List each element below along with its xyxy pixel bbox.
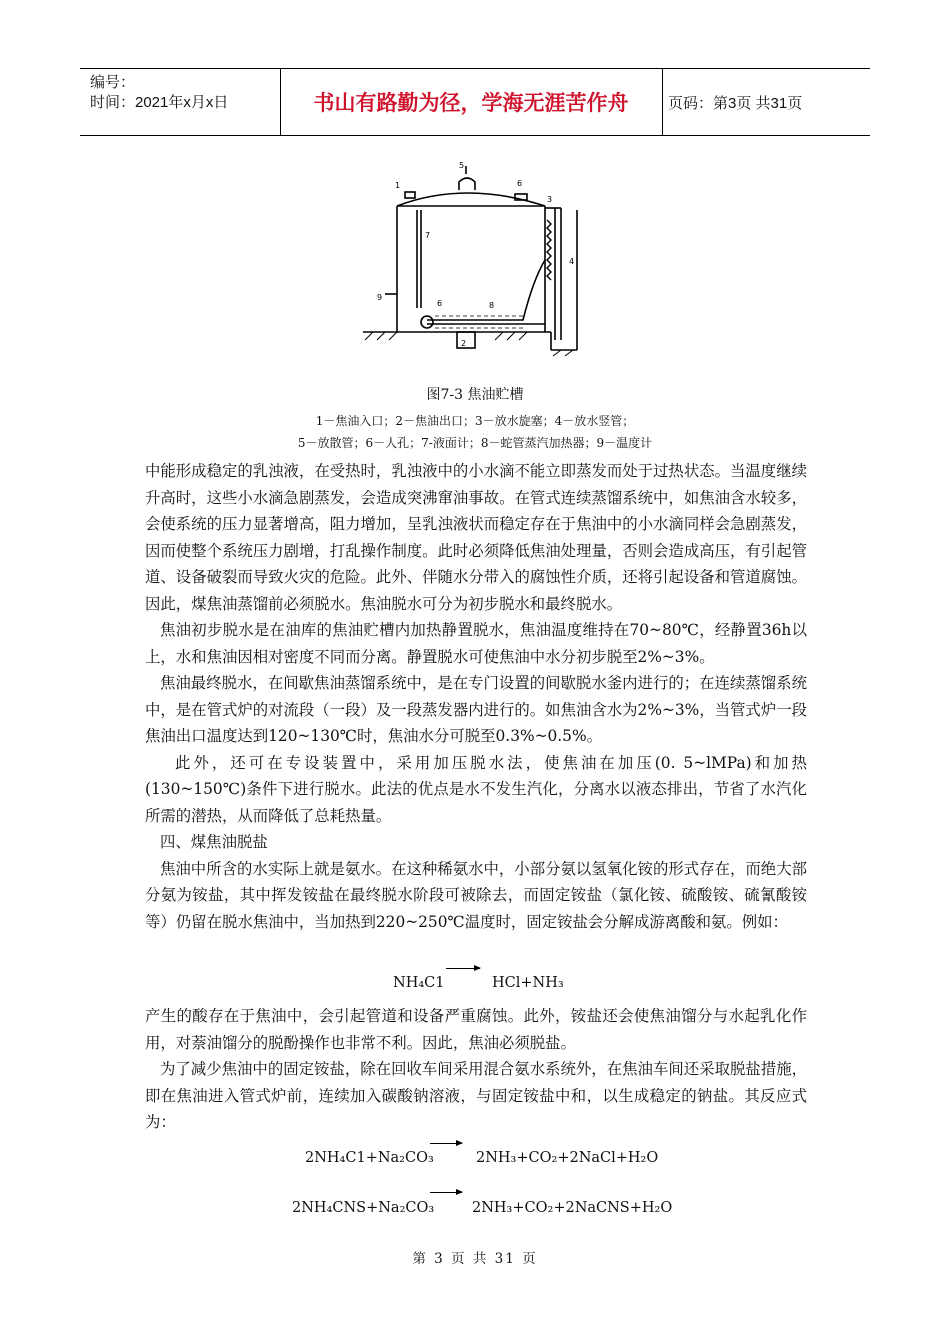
equation-right: 2NH₃+CO₂+2NaCNS+H₂O <box>472 1200 673 1216</box>
reaction-arrow <box>430 1143 462 1144</box>
paragraph: 为了减少焦油中的固定铵盐，除在回收车间采用混合氨水系统外，在焦油车间还采取脱盐措施，即在焦油进入管式炉前，连续加入碳酸钠溶液，与固定铵盐中和，以生成稳定的钠盐。其反应式为： <box>145 1060 807 1131</box>
reaction-arrow <box>446 968 480 969</box>
fig-label: 7 <box>425 231 431 240</box>
fig-label: 6 <box>437 299 443 308</box>
paragraph: 此外，还可在专设装置中，采用加压脱水法，使焦油在加压(0. 5~lMPa)和加热(130~150℃)条件下进行脱水。此法的优点是水不发生汽化，分离水以液态排出，节省了水汽化所需的潜热，从而降低了总耗热量。 <box>145 753 807 825</box>
paragraph: 产生的酸存在于焦油中，会引起管道和设备严重腐蚀。此外，铵盐还会使焦油馏分与水起乳化作用，对萘油馏分的脱酚操作也非常不利。因此，焦油必须脱盐。 <box>145 1007 807 1052</box>
doc-number-label: 编号： <box>90 74 136 91</box>
reaction-arrow <box>430 1192 462 1193</box>
section-heading: 四、煤焦油脱盐 <box>160 833 268 851</box>
paragraph: 中能形成稳定的乳浊液，在受热时，乳浊液中的小水滴不能立即蒸发而处于过热状态。当温度继续升高时，这些小水滴急剧蒸发，会造成突沸窜油事故。在管式连续蒸馏系统中，如焦油含水较多，会使系统的压力显著增高，阻力增加，呈乳浊液状而稳定存在于焦油中的小水滴同样会急剧蒸发，因而使整个系统压力剧增，打乱操作制度。此时必须降低焦油处理量，否则会造成高压，有引起管道、设备破裂而导致火灾的危险。此外、伴随水分带入的腐蚀性介质，还将引起设备和管道腐蚀。因此，煤焦油蒸馏前必须脱水。焦油脱水可分为初步脱水和最终脱水。 <box>145 462 807 613</box>
equation-left: NH₄C1 <box>393 975 445 991</box>
paragraph: 焦油最终脱水，在间歇焦油蒸馏系统中，是在专门设置的间歇脱水釜内进行的；在连续蒸馏系统中，是在管式炉的对流段（一段）及一段蒸发器内进行的。如焦油含水为2%~3%，当管式炉一段焦油出口温度达到120~130℃时，焦油水分可脱至0.3%~0.5%。 <box>145 674 807 745</box>
equation-right: HCl+NH₃ <box>492 975 564 991</box>
figure-legend-line2: 5－放散管；6－人孔；7-液面计；8－蛇管蒸汽加热器；9－温度计 <box>297 436 653 450</box>
fig-label: 8 <box>489 301 495 310</box>
header-page-code: 页码：第3页 共31页 <box>668 94 803 112</box>
figure-title: 图7-3 焦油贮槽 <box>426 387 524 403</box>
fig-label: 4 <box>569 257 575 266</box>
fig-label: 3 <box>547 195 553 204</box>
body-text <box>145 458 807 935</box>
header-divider <box>280 69 281 135</box>
body-text <box>145 1003 807 1136</box>
fig-label: 1 <box>395 181 401 190</box>
equation-left: 2NH₄C1+Na₂CO₃ <box>305 1150 434 1166</box>
figure-legend-line1: 1－焦油入口；2－焦油出口；3－放水旋塞；4－放水竖管； <box>315 414 635 428</box>
page-footer: 第 3 页 共 31 页 <box>412 1251 538 1267</box>
tar-tank-figure <box>355 160 587 360</box>
header-divider <box>662 69 663 135</box>
equation-right: 2NH₃+CO₂+2NaCl+H₂O <box>476 1150 659 1166</box>
header-meta <box>80 69 280 135</box>
header-motto: 书山有路勤为径，学海无涯苦作舟 <box>313 91 629 115</box>
doc-date: 时间：2021年x月x日 <box>90 94 229 111</box>
fig-label: 9 <box>377 293 383 302</box>
equation-left: 2NH₄CNS+Na₂CO₃ <box>292 1200 435 1216</box>
paragraph: 焦油初步脱水是在油库的焦油贮槽内加热静置脱水，焦油温度维持在70~80℃，经静置36h以上，水和焦油因相对密度不同而分离。静置脱水可使焦油中水分初步脱至2%~3%。 <box>145 621 807 666</box>
fig-label: 2 <box>461 339 467 348</box>
fig-label: 5 <box>459 161 465 170</box>
fig-label: 6 <box>517 179 523 188</box>
page-header <box>80 68 870 136</box>
paragraph: 焦油中所含的水实际上就是氨水。在这种稀氨水中，小部分氨以氢氧化铵的形式存在，而绝大部分氨为铵盐，其中挥发铵盐在最终脱水阶段可被除去，而固定铵盐（氯化铵、硫酸铵、硫氰酸铵等）仍留在脱水焦油中，当加热到220~250℃温度时，固定铵盐会分解成游离酸和氨。例如： <box>145 859 807 931</box>
